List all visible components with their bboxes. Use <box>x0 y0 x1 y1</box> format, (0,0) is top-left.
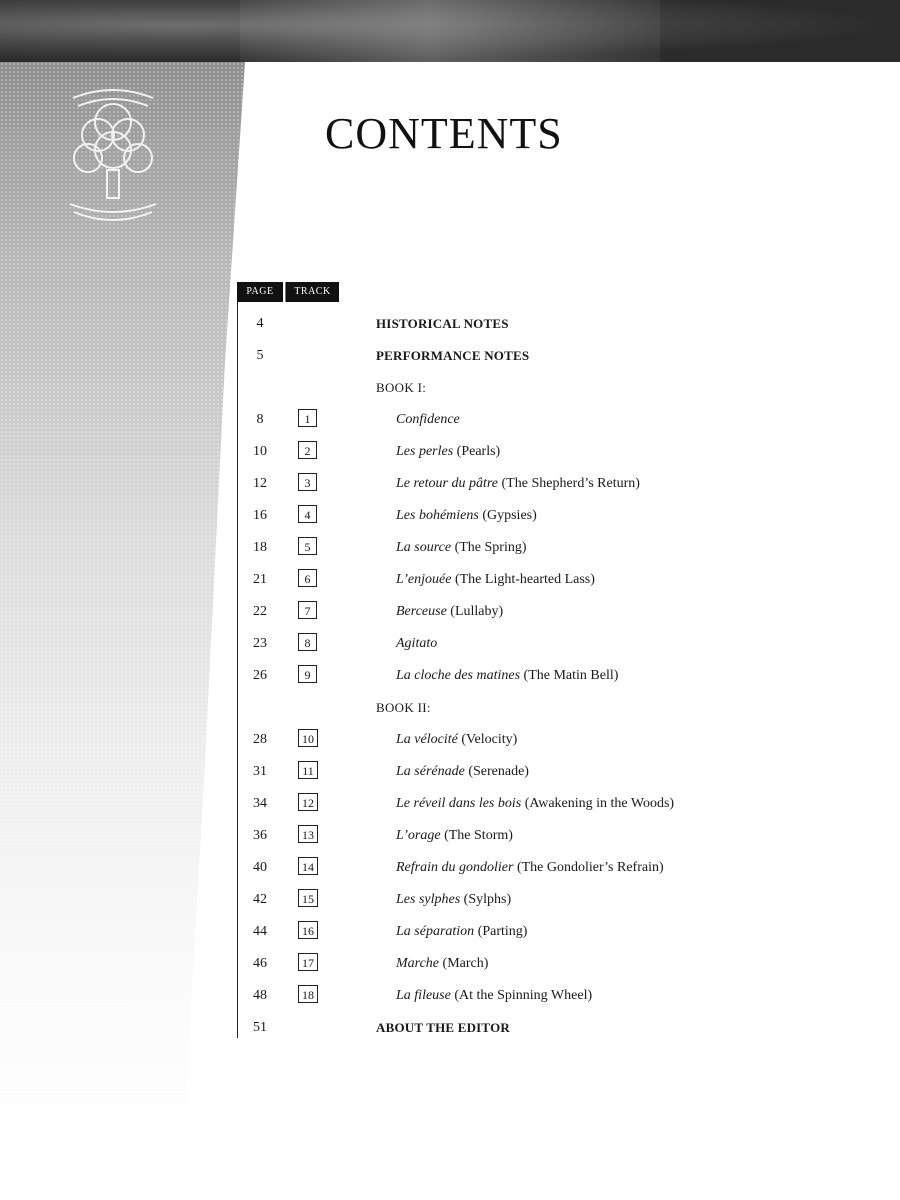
toc-track-number: 6 <box>298 569 317 587</box>
toc-track-number: 11 <box>298 761 318 779</box>
page-title: CONTENTS <box>325 109 563 158</box>
toc-page-number: 44 <box>253 924 267 939</box>
toc-page-number: 22 <box>253 604 267 619</box>
toc-title-text: (Velocity) <box>457 732 518 747</box>
toc-title <box>396 794 674 814</box>
toc-track-number: 17 <box>298 953 318 971</box>
toc-page-number: 23 <box>253 636 267 651</box>
toc-track-number: 4 <box>298 505 317 523</box>
toc-page-number: 4 <box>256 316 264 331</box>
toc-title-text: BOOK II: <box>376 700 431 715</box>
toc-track-number: 9 <box>298 665 317 683</box>
toc-entry <box>237 852 837 884</box>
toc-page-number: 10 <box>253 444 267 459</box>
toc-page-number: 31 <box>253 764 267 779</box>
toc-page-number: 8 <box>256 412 264 427</box>
toc-title <box>396 826 513 846</box>
toc-track-number: 14 <box>298 857 318 875</box>
toc-page-number: 18 <box>253 540 267 555</box>
toc-title <box>376 1018 510 1038</box>
toc-entry <box>237 980 837 1012</box>
toc-title-french: Refrain du gondolier <box>396 860 514 875</box>
toc-entry <box>237 1012 837 1044</box>
toc-title <box>396 666 618 686</box>
column-header-page: PAGE <box>237 282 283 302</box>
toc-title-text: (Pearls) <box>453 444 501 459</box>
toc-entry <box>237 916 837 948</box>
toc-title <box>396 506 537 526</box>
toc-title-text: PERFORMANCE NOTES <box>376 348 530 363</box>
toc-entry <box>237 628 837 660</box>
toc-section-heading <box>376 698 431 718</box>
toc-title <box>396 634 437 654</box>
toc-page-number: 21 <box>253 572 267 587</box>
toc-title-french: La sérénade <box>396 764 465 779</box>
toc-entry <box>237 596 837 628</box>
toc-title-text: (The Gondolier’s Refrain) <box>513 860 664 875</box>
toc-page-number: 36 <box>253 828 267 843</box>
school-seal-logo <box>58 80 168 230</box>
side-gradient-panel <box>0 62 245 1200</box>
toc-title-french: La séparation <box>396 924 475 939</box>
toc-title <box>396 570 595 590</box>
toc-title-text: (March) <box>439 956 489 971</box>
toc-track-number: 2 <box>298 441 317 459</box>
toc-track-number: 8 <box>298 633 317 651</box>
toc-title <box>396 762 529 782</box>
toc-entry <box>237 724 837 756</box>
toc-title-french: Les sylphes <box>396 892 461 907</box>
toc-title <box>396 442 500 462</box>
toc-track-number: 13 <box>298 825 318 843</box>
toc-title-french: Le réveil dans les bois <box>396 796 522 811</box>
toc-section-heading <box>376 378 426 398</box>
toc-title-text: (Lullaby) <box>446 604 504 619</box>
toc-title-french: Agitato <box>396 636 438 651</box>
toc-page-number: 46 <box>253 956 267 971</box>
toc-entry <box>237 564 837 596</box>
toc-entry <box>237 500 837 532</box>
toc-page-number: 42 <box>253 892 267 907</box>
toc-title-french: L’orage <box>396 828 441 843</box>
toc-track-number: 10 <box>298 729 318 747</box>
toc-page-number: 5 <box>256 348 264 363</box>
toc-title-french: L’enjouée <box>396 572 452 587</box>
toc-track-number: 7 <box>298 601 317 619</box>
toc-page-number: 12 <box>253 476 267 491</box>
toc-page-number: 28 <box>253 732 267 747</box>
toc-title-text: (Serenade) <box>464 764 529 779</box>
toc-entry <box>237 788 837 820</box>
toc-title-french: Les perles <box>396 444 454 459</box>
toc-title <box>376 314 509 334</box>
toc-title <box>396 986 592 1006</box>
toc-page-number: 48 <box>253 988 267 1003</box>
toc-title-text: (The Spring) <box>451 540 527 555</box>
toc-title-text: (At the Spinning Wheel) <box>450 988 593 1003</box>
toc-page-number: 26 <box>253 668 267 683</box>
toc-entry <box>237 340 837 372</box>
toc-title-french: La vélocité <box>396 732 458 747</box>
toc-track-number: 18 <box>298 985 318 1003</box>
toc-track-number: 3 <box>298 473 317 491</box>
toc-title-french: La cloche des matines <box>396 668 521 683</box>
toc-title <box>396 410 460 430</box>
toc-title-french: Berceuse <box>396 604 447 619</box>
toc-entry <box>237 436 837 468</box>
toc-title <box>396 890 511 910</box>
toc-track-number: 15 <box>298 889 318 907</box>
toc-title <box>396 922 527 942</box>
toc-entry <box>237 820 837 852</box>
toc-track-number: 5 <box>298 537 317 555</box>
toc-title-french: La source <box>396 540 452 555</box>
toc-track-number: 1 <box>298 409 317 427</box>
toc-entry <box>237 660 837 692</box>
toc-title <box>376 346 529 366</box>
toc-title-text: (Parting) <box>474 924 528 939</box>
toc-page-number: 40 <box>253 860 267 875</box>
toc-title-french: Marche <box>396 956 440 971</box>
toc-title-text: (Awakening in the Woods) <box>521 796 675 811</box>
toc-title <box>396 954 488 974</box>
toc-title-french: Confidence <box>396 412 460 427</box>
toc-entry <box>237 756 837 788</box>
toc-title-french: La fileuse <box>396 988 451 1003</box>
toc-entry <box>237 468 837 500</box>
toc-title-text: BOOK I: <box>376 380 427 395</box>
toc-title-text: (The Light-hearted Lass) <box>451 572 595 587</box>
toc-entry <box>237 532 837 564</box>
toc-entry <box>237 372 837 404</box>
toc-title-text: (The Storm) <box>440 828 513 843</box>
toc-track-number: 16 <box>298 921 318 939</box>
toc-title-french: Les bohémiens <box>396 508 479 523</box>
toc-entry <box>237 692 837 724</box>
toc-track-number: 12 <box>298 793 318 811</box>
toc-title-text: ABOUT THE EDITOR <box>376 1020 510 1035</box>
toc-entry <box>237 948 837 980</box>
toc-title <box>396 538 527 558</box>
toc-title-text: (The Shepherd’s Return) <box>498 476 640 491</box>
toc-title-text: (Sylphs) <box>460 892 512 907</box>
header-photo-band <box>0 0 900 62</box>
toc-title <box>396 474 640 494</box>
toc-entry <box>237 404 837 436</box>
column-header-track: TRACK <box>285 282 339 302</box>
toc-title <box>396 602 503 622</box>
toc-title-text: (Gypsies) <box>478 508 537 523</box>
toc-entry <box>237 884 837 916</box>
toc-title-text: HISTORICAL NOTES <box>376 316 509 331</box>
toc-title-french: Le retour du pâtre <box>396 476 499 491</box>
toc-page-number: 51 <box>253 1020 267 1035</box>
toc-title <box>396 858 664 878</box>
toc-title-text: (The Matin Bell) <box>520 668 619 683</box>
toc-title <box>396 730 517 750</box>
toc-page-number: 34 <box>253 796 267 811</box>
toc-page-number: 16 <box>253 508 267 523</box>
toc-entry <box>237 308 837 340</box>
